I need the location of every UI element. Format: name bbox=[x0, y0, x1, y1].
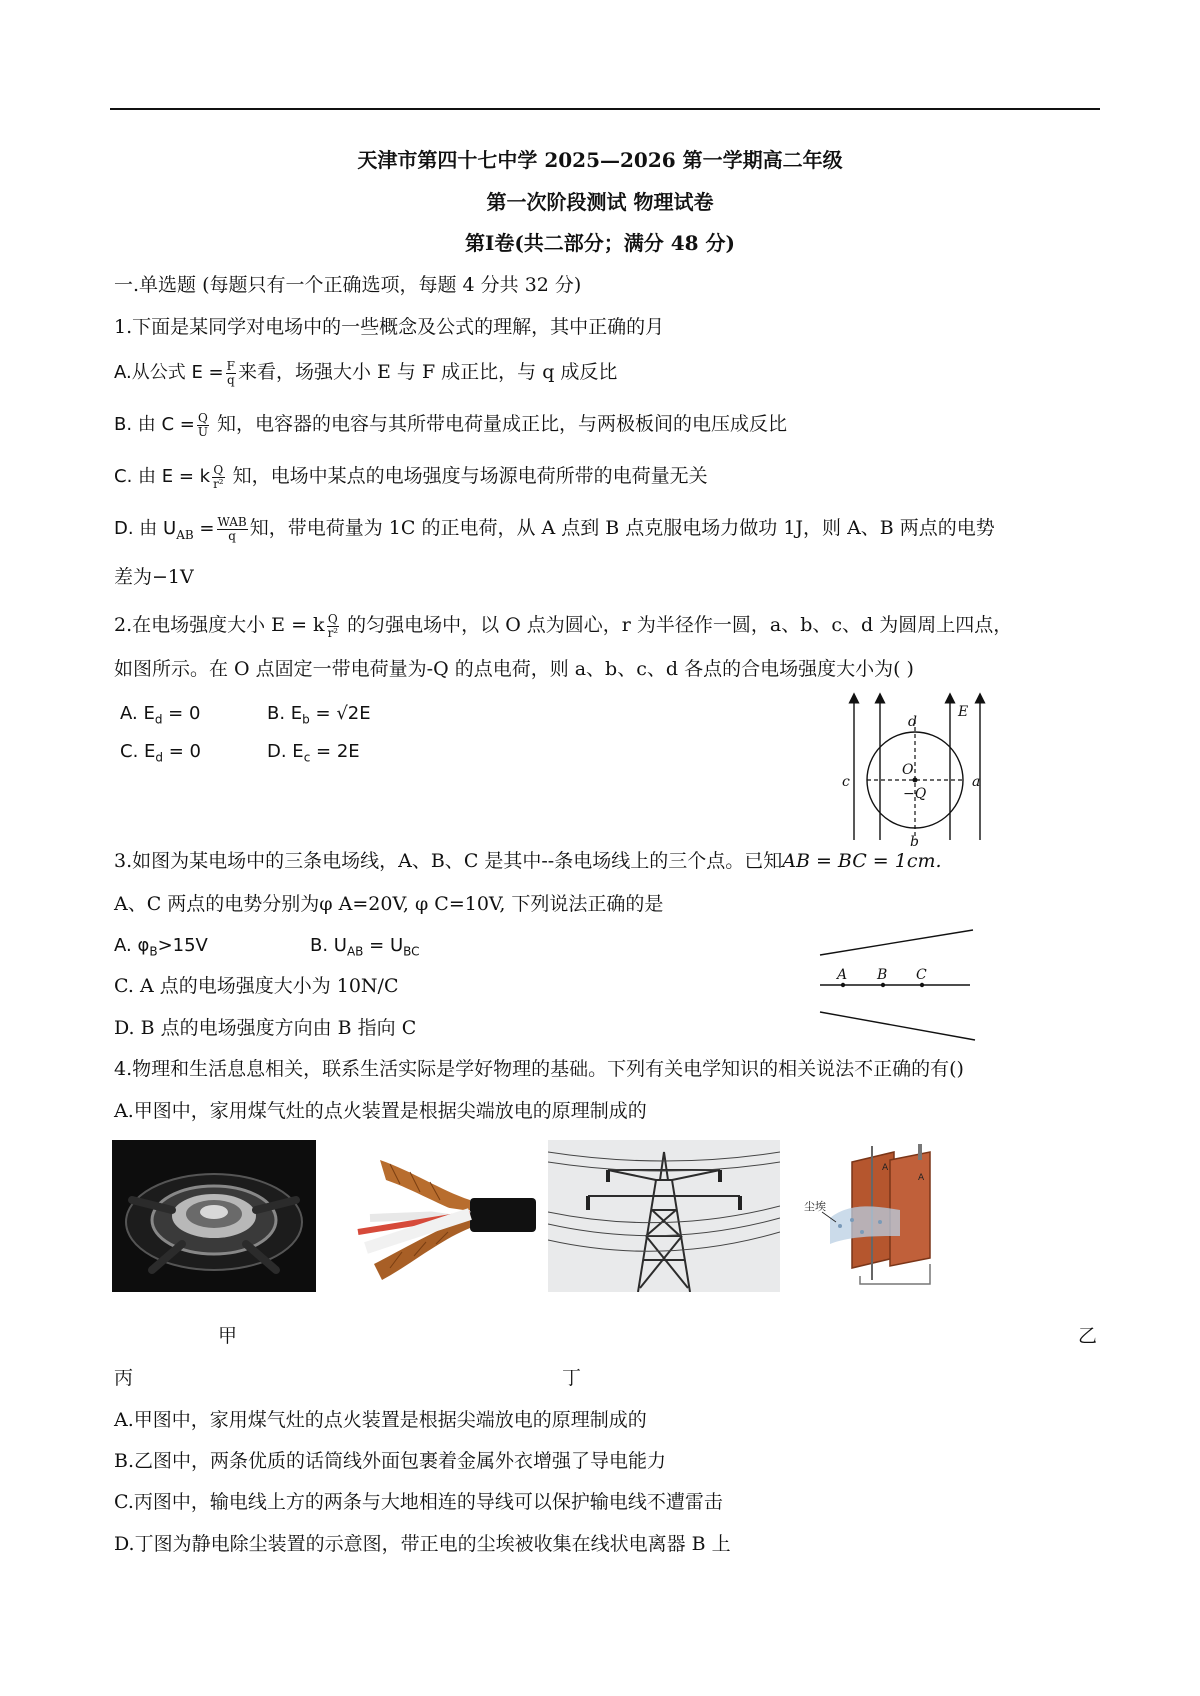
q2-stem-cont: 如图所示。在 O 点固定一带电荷量为-Q 的点电荷，则 a、b、c、d 各点的合电场强度大小为( ) bbox=[114, 658, 914, 680]
label-c: c bbox=[842, 774, 850, 790]
q1-stem: 1.下面是某同学对电场中的一些概念及公式的理解，其中正确的月 bbox=[114, 316, 665, 338]
label-b: b bbox=[910, 834, 919, 850]
label-B: B bbox=[877, 967, 888, 983]
gas-stove-image bbox=[112, 1140, 316, 1292]
label-C: C bbox=[916, 967, 927, 983]
exam-title-school: 天津市第四十七中学 2025—2026 第一学期高二年级 bbox=[357, 148, 843, 172]
plate-label-a2: A bbox=[918, 1173, 925, 1183]
q2-option-a: A. $E_d = 0$ bbox=[120, 703, 201, 727]
shielded-cable-image bbox=[330, 1140, 540, 1292]
caption-yi: 乙 bbox=[1078, 1325, 1098, 1347]
label-a: a bbox=[972, 774, 981, 790]
q2-option-c: C. $E_d = 0$ bbox=[120, 741, 201, 765]
caption-bing: 丙 bbox=[114, 1367, 134, 1389]
q3-field-figure bbox=[815, 925, 985, 1045]
q1-option-a: A.从公式 E = $\frac{F}{q}$ 来看，场强大小 E 与 F 成正比，与 q 成反比 bbox=[114, 358, 618, 387]
label-minus-Q: −Q bbox=[903, 786, 927, 802]
q3-option-d: D. B 点的电场强度方向由 B 指向 C bbox=[114, 1017, 417, 1039]
q1-option-d-cont: 差为−1V bbox=[114, 566, 194, 588]
label-E: E bbox=[958, 704, 969, 720]
q4-option-a: A.甲图中，家用煤气灶的点火装置是根据尖端放电的原理制成的 bbox=[114, 1409, 647, 1431]
dust-label: 尘埃 bbox=[804, 1200, 826, 1213]
plate-label-a1: A bbox=[882, 1163, 889, 1173]
q2-field-figure bbox=[830, 690, 1010, 850]
section-heading: 一.单选题 (每题只有一个正确选项，每题 4 分共 32 分) bbox=[114, 274, 582, 296]
q3-line2: A、C 两点的电势分别为φ A=20V, φ C=10V, 下列说法正确的是 bbox=[114, 893, 664, 915]
caption-ding: 丁 bbox=[562, 1367, 582, 1389]
q3-option-c: C. A 点的电场强度大小为 10N/C bbox=[114, 975, 399, 997]
q3-stem: 3.如图为某电场中的三条电场线，A、B、C 是其中--条电场线上的三个点。已知AB = BC = 1cm. bbox=[114, 850, 942, 872]
q4-stem: 4.物理和生活息息相关，联系生活实际是学好物理的基础。下列有关电学知识的相关说法不正确的有() bbox=[114, 1058, 964, 1080]
q3-option-a: A. $\varphi_B>15V$ bbox=[114, 935, 208, 959]
q1-option-b: B. 由 C = $\frac{Q}{U}$ 知，电容器的电容与其所带电荷量成正比，与两极板间的电压成反比 bbox=[114, 410, 788, 439]
exam-title-part: 第Ⅰ卷(共二部分；满分 48 分) bbox=[464, 231, 736, 255]
label-A: A bbox=[837, 967, 848, 983]
q1-option-d: D. 由 $U_{AB}$ = $\frac{\text{WAB}}{q}$ 知，带电荷量为 1C 的正电荷，从 A 点到 B 点克服电场力做功 1J，则 A、B 两点的电势 bbox=[114, 514, 995, 543]
label-d: d bbox=[908, 714, 917, 730]
field-line-bottom bbox=[820, 1012, 975, 1040]
q1-option-c: C. 由 E = k $\frac{Q}{\text{r²}}$ 知，电场中某点的电场强度与场源电荷所带的电荷量无关 bbox=[114, 462, 708, 491]
q4-option-c: C.丙图中，输电线上方的两条与大地相连的导线可以保护输电线不遭雷击 bbox=[114, 1491, 723, 1513]
q2-option-b: B. $E_b = √2E$ bbox=[267, 703, 371, 727]
precipitator-image bbox=[790, 1140, 960, 1292]
q4-option-b: B.乙图中，两条优质的话筒线外面包裹着金属外衣增强了导电能力 bbox=[114, 1450, 667, 1472]
q2-stem: 2.在电场强度大小 E = k $\frac{Q}{\text{r²}}$ 的匀强电场中，以 O 点为圆心，r 为半径作一圆，a、b、c、d 为圆周上四点， bbox=[114, 611, 1013, 640]
label-O: O bbox=[902, 762, 914, 778]
point-C bbox=[920, 983, 924, 987]
q2-option-d: D. $E_c = 2E$ bbox=[267, 741, 360, 765]
caption-jia: 甲 bbox=[218, 1325, 238, 1347]
q4-option-d: D.丁图为静电除尘装置的示意图，带正电的尘埃被收集在线状电离器 B 上 bbox=[114, 1533, 731, 1555]
transmission-tower-image bbox=[548, 1140, 780, 1292]
field-line-top bbox=[820, 930, 973, 955]
q3-option-b: B. $U_{AB} = U_{BC}$ bbox=[310, 935, 420, 959]
point-A bbox=[841, 983, 845, 987]
q4-line-a: A.甲图中，家用煤气灶的点火装置是根据尖端放电的原理制成的 bbox=[114, 1100, 647, 1122]
center-point bbox=[913, 778, 918, 783]
top-rule bbox=[110, 108, 1100, 110]
exam-title-test: 第一次阶段测试 物理试卷 bbox=[486, 190, 714, 214]
point-B bbox=[881, 983, 885, 987]
